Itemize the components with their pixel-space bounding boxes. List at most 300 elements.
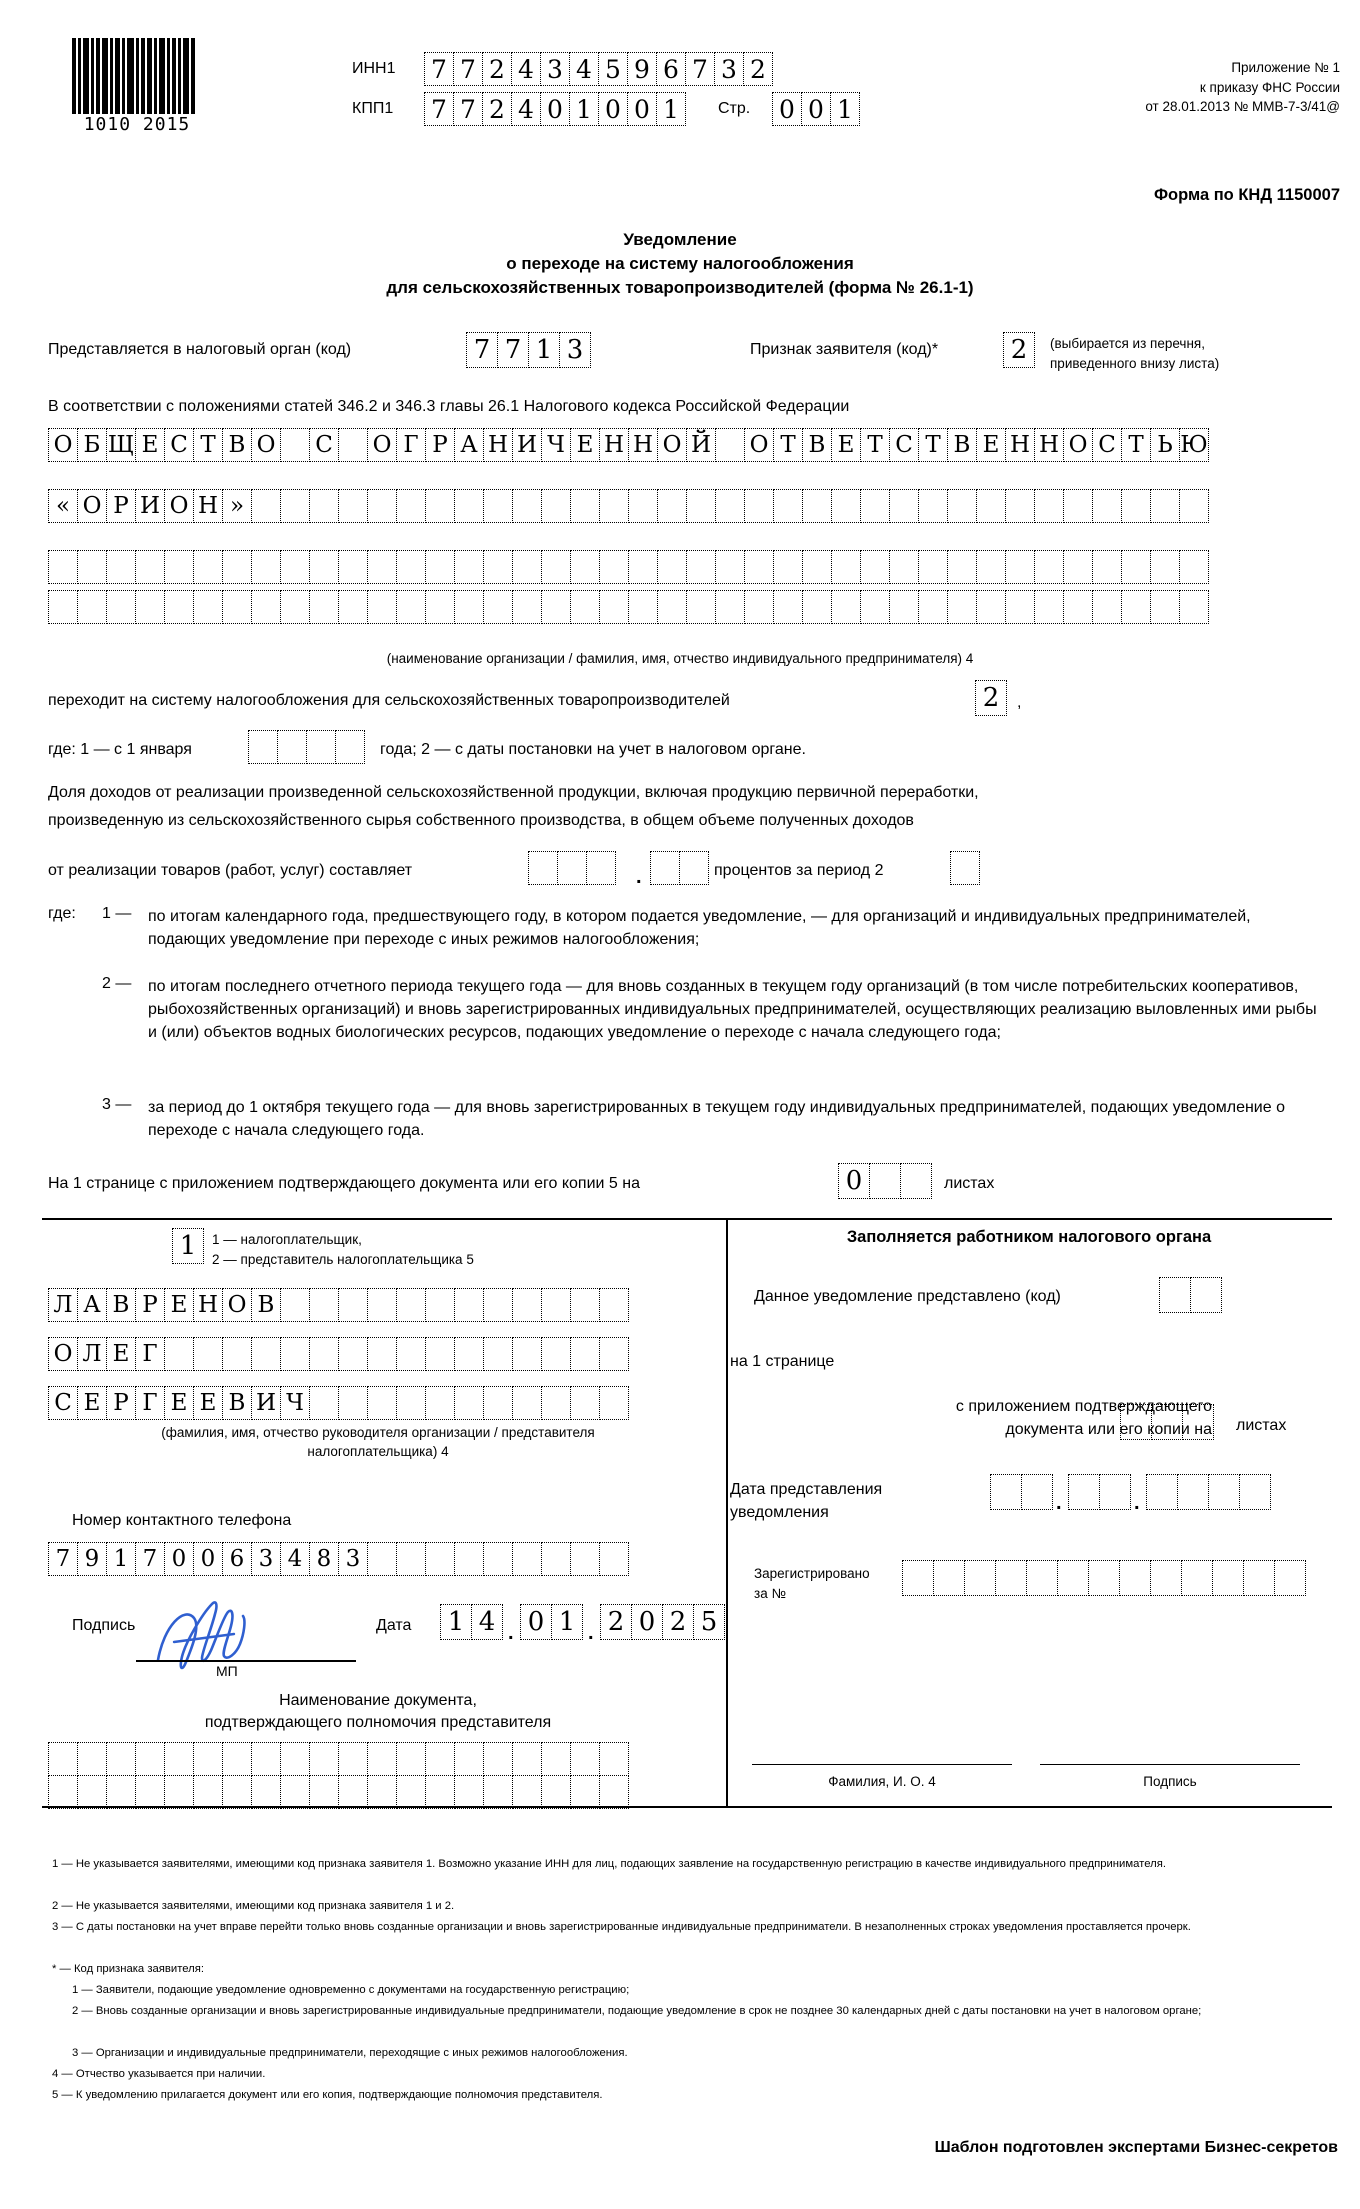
input-cell[interactable] <box>454 1775 484 1809</box>
input-cell[interactable] <box>599 1542 629 1576</box>
input-cell[interactable] <box>396 1337 426 1371</box>
input-cell[interactable] <box>309 1742 339 1776</box>
input-cell[interactable]: 5 <box>693 1604 725 1640</box>
input-cell[interactable] <box>396 1742 426 1776</box>
input-cell[interactable]: Т <box>860 428 890 462</box>
input-cell[interactable] <box>309 1775 339 1809</box>
input-cell[interactable] <box>396 1775 426 1809</box>
input-cell[interactable]: Л <box>77 1337 107 1371</box>
input-cell[interactable] <box>425 1775 455 1809</box>
input-cell[interactable]: 0 <box>520 1604 552 1640</box>
organization-name-row-2[interactable] <box>48 489 1208 523</box>
input-cell[interactable] <box>164 590 194 624</box>
input-cell[interactable] <box>512 1337 542 1371</box>
input-cell[interactable] <box>280 1337 310 1371</box>
input-cell[interactable] <box>570 590 600 624</box>
input-cell[interactable] <box>528 851 558 885</box>
input-cell[interactable]: Л <box>48 1288 78 1322</box>
input-cell[interactable]: 2 <box>662 1604 694 1640</box>
input-cell[interactable] <box>193 590 223 624</box>
input-cell[interactable] <box>106 1775 136 1809</box>
input-cell[interactable] <box>679 851 709 885</box>
input-cell[interactable] <box>773 550 803 584</box>
input-cell[interactable] <box>541 1742 571 1776</box>
input-cell[interactable] <box>396 590 426 624</box>
input-cell[interactable] <box>1005 550 1035 584</box>
input-cell[interactable] <box>454 1742 484 1776</box>
input-cell[interactable]: 3 <box>338 1542 368 1576</box>
input-cell[interactable]: И <box>135 489 165 523</box>
input-cell[interactable]: 1 <box>656 92 686 126</box>
input-cell[interactable] <box>1182 1404 1214 1440</box>
input-cell[interactable] <box>744 550 774 584</box>
input-cell[interactable]: 2 <box>600 1604 632 1640</box>
input-cell[interactable] <box>831 550 861 584</box>
input-cell[interactable] <box>715 590 745 624</box>
input-cell[interactable] <box>512 1742 542 1776</box>
input-cell[interactable]: 4 <box>280 1542 310 1576</box>
input-cell[interactable] <box>222 590 252 624</box>
input-cell[interactable] <box>48 550 78 584</box>
input-cell[interactable] <box>657 590 687 624</box>
pages-count-field[interactable] <box>838 1163 931 1199</box>
input-cell[interactable] <box>454 1288 484 1322</box>
input-cell[interactable]: Г <box>396 428 426 462</box>
input-cell[interactable]: 4 <box>471 1604 503 1640</box>
input-cell[interactable] <box>628 489 658 523</box>
input-cell[interactable]: 9 <box>627 52 657 86</box>
input-cell[interactable] <box>222 1775 252 1809</box>
input-cell[interactable] <box>483 1386 513 1420</box>
input-cell[interactable] <box>1119 1560 1151 1596</box>
input-cell[interactable] <box>918 550 948 584</box>
input-cell[interactable]: 0 <box>631 1604 663 1640</box>
input-cell[interactable] <box>1063 590 1093 624</box>
input-cell[interactable]: Н <box>193 489 223 523</box>
input-cell[interactable] <box>367 1386 397 1420</box>
input-cell[interactable] <box>251 489 281 523</box>
input-cell[interactable] <box>1121 590 1151 624</box>
input-cell[interactable] <box>335 730 365 764</box>
submission-date-day-field[interactable] <box>990 1474 1052 1510</box>
input-cell[interactable] <box>947 590 977 624</box>
input-cell[interactable]: О <box>222 1288 252 1322</box>
input-cell[interactable] <box>599 1337 629 1371</box>
input-cell[interactable] <box>338 428 368 462</box>
input-cell[interactable] <box>512 1775 542 1809</box>
input-cell[interactable] <box>222 1337 252 1371</box>
input-cell[interactable] <box>135 1742 165 1776</box>
input-cell[interactable] <box>1121 550 1151 584</box>
submission-date-month-field[interactable] <box>1068 1474 1130 1510</box>
january-year-field[interactable] <box>248 730 364 764</box>
date-month-field[interactable] <box>520 1604 582 1640</box>
input-cell[interactable] <box>309 550 339 584</box>
input-cell[interactable]: 1 <box>551 1604 583 1640</box>
input-cell[interactable] <box>1005 489 1035 523</box>
input-cell[interactable]: Т <box>918 428 948 462</box>
input-cell[interactable]: 7 <box>466 332 498 368</box>
firstname-field[interactable] <box>48 1337 628 1371</box>
input-cell[interactable] <box>1021 1474 1053 1510</box>
input-cell[interactable] <box>48 1742 78 1776</box>
input-cell[interactable] <box>1181 1560 1213 1596</box>
input-cell[interactable] <box>48 1775 78 1809</box>
input-cell[interactable] <box>995 1560 1027 1596</box>
input-cell[interactable]: Н <box>483 428 513 462</box>
input-cell[interactable] <box>541 1288 571 1322</box>
input-cell[interactable] <box>425 489 455 523</box>
input-cell[interactable] <box>1005 590 1035 624</box>
input-cell[interactable]: Ч <box>280 1386 310 1420</box>
input-cell[interactable]: 2 <box>1003 332 1035 368</box>
input-cell[interactable] <box>1151 1404 1183 1440</box>
input-cell[interactable] <box>831 590 861 624</box>
input-cell[interactable] <box>106 1742 136 1776</box>
input-cell[interactable] <box>1239 1474 1271 1510</box>
input-cell[interactable] <box>1208 1474 1240 1510</box>
input-cell[interactable] <box>1088 1560 1120 1596</box>
input-cell[interactable]: 2 <box>975 680 1007 716</box>
input-cell[interactable]: С <box>1092 428 1122 462</box>
input-cell[interactable] <box>280 489 310 523</box>
input-cell[interactable] <box>425 1386 455 1420</box>
organization-name-row-3[interactable] <box>48 550 1208 584</box>
input-cell[interactable] <box>164 550 194 584</box>
share-period-field[interactable] <box>950 851 979 885</box>
input-cell[interactable]: Е <box>106 1337 136 1371</box>
input-cell[interactable] <box>367 550 397 584</box>
transition-code-field[interactable] <box>975 680 1006 716</box>
input-cell[interactable] <box>541 1775 571 1809</box>
input-cell[interactable] <box>1146 1474 1178 1510</box>
input-cell[interactable]: Р <box>106 1386 136 1420</box>
input-cell[interactable] <box>135 550 165 584</box>
input-cell[interactable]: В <box>251 1288 281 1322</box>
input-cell[interactable] <box>251 1742 281 1776</box>
input-cell[interactable] <box>1092 550 1122 584</box>
input-cell[interactable] <box>860 489 890 523</box>
input-cell[interactable] <box>686 590 716 624</box>
input-cell[interactable] <box>454 1386 484 1420</box>
input-cell[interactable] <box>367 1742 397 1776</box>
date-day-field[interactable] <box>440 1604 502 1640</box>
input-cell[interactable]: Т <box>193 428 223 462</box>
input-cell[interactable]: 3 <box>251 1542 281 1576</box>
input-cell[interactable]: 1 <box>440 1604 472 1640</box>
submission-date-year-field[interactable] <box>1146 1474 1270 1510</box>
input-cell[interactable] <box>338 489 368 523</box>
input-cell[interactable] <box>338 1386 368 1420</box>
input-cell[interactable] <box>570 1288 600 1322</box>
input-cell[interactable] <box>193 1337 223 1371</box>
input-cell[interactable] <box>1099 1474 1131 1510</box>
input-cell[interactable] <box>570 1775 600 1809</box>
share-integer-field[interactable] <box>528 851 615 885</box>
input-cell[interactable]: С <box>309 428 339 462</box>
input-cell[interactable] <box>715 489 745 523</box>
input-cell[interactable]: Р <box>106 489 136 523</box>
input-cell[interactable]: И <box>251 1386 281 1420</box>
input-cell[interactable] <box>599 489 629 523</box>
input-cell[interactable] <box>425 590 455 624</box>
input-cell[interactable] <box>773 590 803 624</box>
input-cell[interactable] <box>657 489 687 523</box>
input-cell[interactable] <box>686 489 716 523</box>
input-cell[interactable]: И <box>512 428 542 462</box>
input-cell[interactable]: Н <box>1034 428 1064 462</box>
input-cell[interactable] <box>280 1775 310 1809</box>
organization-name-row-4[interactable] <box>48 590 1208 624</box>
input-cell[interactable] <box>1057 1560 1089 1596</box>
input-cell[interactable]: О <box>1063 428 1093 462</box>
input-cell[interactable] <box>990 1474 1022 1510</box>
input-cell[interactable]: 7 <box>685 52 715 86</box>
input-cell[interactable]: О <box>251 428 281 462</box>
input-cell[interactable] <box>599 550 629 584</box>
input-cell[interactable]: 0 <box>598 92 628 126</box>
input-cell[interactable]: 7 <box>497 332 529 368</box>
input-cell[interactable] <box>483 1337 513 1371</box>
input-cell[interactable] <box>396 1288 426 1322</box>
input-cell[interactable]: О <box>744 428 774 462</box>
input-cell[interactable] <box>454 489 484 523</box>
input-cell[interactable]: 0 <box>540 92 570 126</box>
input-cell[interactable] <box>1212 1560 1244 1596</box>
input-cell[interactable] <box>1068 1474 1100 1510</box>
input-cell[interactable] <box>1150 590 1180 624</box>
input-cell[interactable] <box>964 1560 996 1596</box>
input-cell[interactable] <box>541 590 571 624</box>
input-cell[interactable] <box>512 489 542 523</box>
input-cell[interactable] <box>570 489 600 523</box>
input-cell[interactable] <box>425 1542 455 1576</box>
input-cell[interactable] <box>628 590 658 624</box>
input-cell[interactable]: В <box>947 428 977 462</box>
input-cell[interactable] <box>106 590 136 624</box>
input-cell[interactable] <box>586 851 616 885</box>
input-cell[interactable]: 4 <box>511 92 541 126</box>
input-cell[interactable]: Г <box>135 1386 165 1420</box>
input-cell[interactable] <box>570 550 600 584</box>
submitted-code-field[interactable] <box>1159 1277 1221 1313</box>
input-cell[interactable] <box>947 550 977 584</box>
input-cell[interactable] <box>164 1742 194 1776</box>
input-cell[interactable] <box>686 550 716 584</box>
input-cell[interactable]: О <box>164 489 194 523</box>
input-cell[interactable] <box>541 489 571 523</box>
input-cell[interactable]: Е <box>135 428 165 462</box>
input-cell[interactable] <box>831 489 861 523</box>
input-cell[interactable] <box>454 1542 484 1576</box>
input-cell[interactable] <box>773 489 803 523</box>
input-cell[interactable] <box>367 590 397 624</box>
input-cell[interactable]: Б <box>77 428 107 462</box>
input-cell[interactable] <box>541 1542 571 1576</box>
tax-office-code-field[interactable] <box>466 332 590 368</box>
input-cell[interactable]: А <box>454 428 484 462</box>
input-cell[interactable] <box>950 851 980 885</box>
input-cell[interactable] <box>483 1775 513 1809</box>
input-cell[interactable]: Н <box>599 428 629 462</box>
input-cell[interactable]: Е <box>164 1386 194 1420</box>
input-cell[interactable]: В <box>222 1386 252 1420</box>
input-cell[interactable]: « <box>48 489 78 523</box>
input-cell[interactable]: Н <box>628 428 658 462</box>
input-cell[interactable] <box>338 1742 368 1776</box>
input-cell[interactable] <box>599 1775 629 1809</box>
input-cell[interactable] <box>251 1337 281 1371</box>
input-cell[interactable] <box>947 489 977 523</box>
input-cell[interactable] <box>309 1386 339 1420</box>
input-cell[interactable]: 3 <box>559 332 591 368</box>
input-cell[interactable]: 9 <box>77 1542 107 1576</box>
input-cell[interactable] <box>1026 1560 1058 1596</box>
input-cell[interactable] <box>933 1560 965 1596</box>
input-cell[interactable] <box>541 1337 571 1371</box>
input-cell[interactable] <box>280 1742 310 1776</box>
input-cell[interactable] <box>396 1542 426 1576</box>
input-cell[interactable] <box>570 1542 600 1576</box>
inn-field[interactable] <box>424 52 772 86</box>
input-cell[interactable] <box>650 851 680 885</box>
input-cell[interactable]: 3 <box>714 52 744 86</box>
input-cell[interactable] <box>164 1337 194 1371</box>
input-cell[interactable]: 7 <box>135 1542 165 1576</box>
input-cell[interactable] <box>512 550 542 584</box>
input-cell[interactable] <box>744 590 774 624</box>
input-cell[interactable] <box>309 489 339 523</box>
input-cell[interactable] <box>570 1386 600 1420</box>
input-cell[interactable]: Р <box>135 1288 165 1322</box>
input-cell[interactable] <box>251 1775 281 1809</box>
input-cell[interactable] <box>367 1288 397 1322</box>
input-cell[interactable] <box>309 590 339 624</box>
input-cell[interactable]: О <box>48 1337 78 1371</box>
input-cell[interactable]: 7 <box>424 92 454 126</box>
input-cell[interactable] <box>48 590 78 624</box>
input-cell[interactable]: О <box>77 489 107 523</box>
input-cell[interactable] <box>1034 489 1064 523</box>
input-cell[interactable] <box>338 1288 368 1322</box>
date-year-field[interactable] <box>600 1604 724 1640</box>
input-cell[interactable] <box>396 489 426 523</box>
input-cell[interactable] <box>570 1337 600 1371</box>
input-cell[interactable] <box>338 550 368 584</box>
input-cell[interactable]: 2 <box>482 92 512 126</box>
input-cell[interactable] <box>715 428 745 462</box>
input-cell[interactable]: 6 <box>222 1542 252 1576</box>
input-cell[interactable] <box>193 1742 223 1776</box>
input-cell[interactable]: 6 <box>656 52 686 86</box>
input-cell[interactable] <box>976 489 1006 523</box>
input-cell[interactable] <box>338 590 368 624</box>
input-cell[interactable] <box>367 1337 397 1371</box>
input-cell[interactable] <box>193 550 223 584</box>
input-cell[interactable] <box>599 1742 629 1776</box>
input-cell[interactable]: А <box>77 1288 107 1322</box>
input-cell[interactable] <box>1179 590 1209 624</box>
input-cell[interactable]: С <box>48 1386 78 1420</box>
input-cell[interactable] <box>280 428 310 462</box>
input-cell[interactable] <box>425 1337 455 1371</box>
input-cell[interactable] <box>1177 1474 1209 1510</box>
input-cell[interactable]: Г <box>135 1337 165 1371</box>
input-cell[interactable] <box>1150 550 1180 584</box>
input-cell[interactable]: Е <box>831 428 861 462</box>
input-cell[interactable] <box>976 590 1006 624</box>
input-cell[interactable] <box>1120 1404 1152 1440</box>
input-cell[interactable] <box>396 550 426 584</box>
input-cell[interactable] <box>248 730 278 764</box>
surname-field[interactable] <box>48 1288 628 1322</box>
input-cell[interactable]: Р <box>425 428 455 462</box>
input-cell[interactable] <box>869 1163 901 1199</box>
input-cell[interactable] <box>889 550 919 584</box>
input-cell[interactable] <box>1150 1560 1182 1596</box>
input-cell[interactable] <box>1034 550 1064 584</box>
input-cell[interactable]: О <box>657 428 687 462</box>
input-cell[interactable]: 1 <box>106 1542 136 1576</box>
input-cell[interactable] <box>860 550 890 584</box>
input-cell[interactable]: О <box>48 428 78 462</box>
input-cell[interactable] <box>306 730 336 764</box>
doc-name-row-1[interactable] <box>48 1742 628 1776</box>
input-cell[interactable] <box>367 1775 397 1809</box>
input-cell[interactable]: Е <box>570 428 600 462</box>
input-cell[interactable] <box>512 1386 542 1420</box>
input-cell[interactable]: 7 <box>453 52 483 86</box>
input-cell[interactable]: » <box>222 489 252 523</box>
registration-number-field[interactable] <box>902 1560 1305 1596</box>
input-cell[interactable] <box>483 590 513 624</box>
input-cell[interactable]: 0 <box>838 1163 870 1199</box>
applicant-sign-field[interactable] <box>1003 332 1034 368</box>
input-cell[interactable] <box>280 590 310 624</box>
input-cell[interactable] <box>599 590 629 624</box>
input-cell[interactable] <box>483 1742 513 1776</box>
input-cell[interactable] <box>541 550 571 584</box>
input-cell[interactable]: В <box>802 428 832 462</box>
input-cell[interactable] <box>483 489 513 523</box>
input-cell[interactable] <box>1159 1277 1191 1313</box>
input-cell[interactable] <box>1063 550 1093 584</box>
input-cell[interactable]: 0 <box>772 92 802 126</box>
input-cell[interactable]: Т <box>773 428 803 462</box>
input-cell[interactable]: 2 <box>743 52 773 86</box>
input-cell[interactable] <box>280 550 310 584</box>
share-fraction-field[interactable] <box>650 851 708 885</box>
input-cell[interactable]: С <box>164 428 194 462</box>
input-cell[interactable]: 7 <box>424 52 454 86</box>
input-cell[interactable] <box>541 1386 571 1420</box>
input-cell[interactable]: 0 <box>193 1542 223 1576</box>
input-cell[interactable] <box>802 550 832 584</box>
input-cell[interactable] <box>802 489 832 523</box>
input-cell[interactable]: Е <box>77 1386 107 1420</box>
input-cell[interactable] <box>367 1542 397 1576</box>
input-cell[interactable] <box>338 1337 368 1371</box>
doc-name-row-2[interactable] <box>48 1775 628 1809</box>
input-cell[interactable]: Е <box>193 1386 223 1420</box>
input-cell[interactable] <box>309 1337 339 1371</box>
input-cell[interactable] <box>277 730 307 764</box>
input-cell[interactable] <box>570 1742 600 1776</box>
input-cell[interactable] <box>1034 590 1064 624</box>
input-cell[interactable] <box>657 550 687 584</box>
input-cell[interactable] <box>1179 550 1209 584</box>
input-cell[interactable] <box>1243 1560 1275 1596</box>
